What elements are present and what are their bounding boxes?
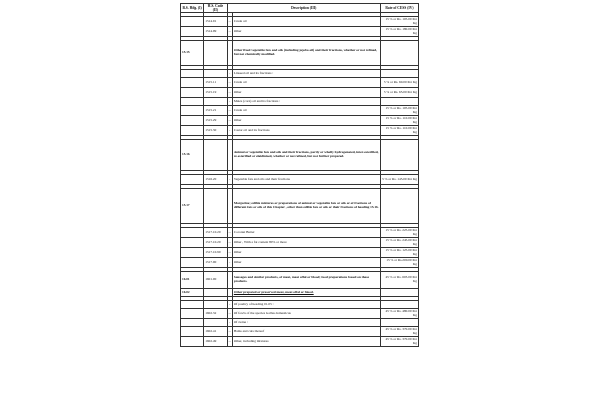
cess-rate: 5 % or Rs. 60.00 Per Kg bbox=[380, 78, 418, 88]
header-heading: B.S. Hdg. (I) bbox=[181, 4, 204, 13]
heading-number: 16.01 bbox=[181, 272, 204, 289]
tariff-page bbox=[180, 3, 419, 397]
description: Other bbox=[232, 248, 380, 258]
hs-code: 1514.99 bbox=[204, 27, 227, 37]
heading-number: 16.02 bbox=[181, 289, 204, 297]
hs-code: 1515.30 bbox=[204, 126, 227, 136]
description: Other bbox=[232, 116, 380, 126]
heading-row bbox=[181, 41, 419, 66]
heading-description: Margarine; edible mixtures or preparations of animal or vegetable fats or oils or of fractions of different fats or oils of this Chapter , other than edible fats or oils or their fractions of heading 15.16. bbox=[232, 189, 380, 224]
table-row: 1517.10.20 -- Coconut Butter 15 % or Rs. 225.00 Per Kg bbox=[181, 228, 419, 238]
table-row: 1515.19 -- Other 5 % or Rs. 65.00 Per Kg bbox=[181, 88, 419, 98]
heading-description: Other fixed vegetable fats and oils (including jojoba oil) and their fractions, whether or not refined, but not chemically modified. bbox=[232, 41, 380, 66]
header-description: Description (III) bbox=[227, 4, 380, 13]
table-row: 1514.99 -- Other 15 % or Rs. 180.00 Per Kg bbox=[181, 27, 419, 37]
description: Coconut Butter bbox=[232, 228, 380, 238]
cess-rate: 15 % or Rs. 105.00 Per Kg bbox=[380, 106, 418, 116]
description: Vegetable fats and oils and their fractions bbox=[232, 175, 380, 185]
hs-code: 1517.10.90 bbox=[204, 248, 227, 258]
description: Of fowls of the species Gallus domesticus bbox=[232, 309, 380, 319]
description: Of swine : bbox=[232, 319, 380, 327]
hs-code: 1515.29 bbox=[204, 116, 227, 126]
subheading-row: - Of poultry of heading 01.05 : bbox=[181, 301, 419, 309]
table-row: 1517.10.90 -- Other 15 % or Rs. 125.00 Per Kg bbox=[181, 248, 419, 258]
heading-row bbox=[181, 140, 419, 171]
cess-rate: 15 % or Rs. 125.00 Per Kg bbox=[380, 248, 418, 258]
table-row: 1514.91 -- Crude oil 15 % or Rs. 105.00 Per Kg bbox=[181, 17, 419, 27]
subheading-row: - Of swine : bbox=[181, 319, 419, 327]
cess-rate: 15 % or Rs. 225.00 Per Kg bbox=[380, 228, 418, 238]
table-row: 1517.10.20 -- Other , With a fat content 80% or more 15 % or Rs. 245.00 Per Kg bbox=[181, 238, 419, 248]
heading-description: Other prepared or preserved meat, meat offal or blood. bbox=[232, 289, 380, 297]
heading-description: Sausages and similar products, of meat, meat offal or blood; food preparations based on these products. bbox=[232, 272, 380, 289]
cess-rate: 45 % or Rs. 603.00 Per Kg bbox=[380, 272, 418, 289]
table-row: 1602.49 -- Other, including mixtures 45 % or Rs. 370.00 Per Kg bbox=[181, 337, 419, 347]
hs-code: 1517.10.20 bbox=[204, 228, 227, 238]
table-row: 1602.32 -- Of fowls of the species Gallus domesticus 45 % or Rs. 480.00 Per Kg bbox=[181, 309, 419, 319]
description: Linseed oil and its fractions : bbox=[232, 70, 380, 78]
table-row: 1517.90 - Other 15 % or Rs.200.00 Per Kg bbox=[181, 258, 419, 268]
hs-code: 1602.41 bbox=[204, 327, 227, 337]
cess-rate: 45 % or Rs. 370.00 Per Kg bbox=[380, 327, 418, 337]
table-row: 1602.41 -- Hams and cuts thereof 45 % or Rs. 370.00 Per Kg bbox=[181, 327, 419, 337]
cess-rate: 15 % or Rs. 245.00 Per Kg bbox=[380, 238, 418, 248]
hs-code: 1514.91 bbox=[204, 17, 227, 27]
cess-rate: 15 % or Rs. 110.00 Per Kg bbox=[380, 116, 418, 126]
description: Other bbox=[232, 88, 380, 98]
heading-number: 15.15 bbox=[181, 41, 204, 66]
heading-row bbox=[181, 289, 419, 297]
header-rate: Rate of CESS (IV) bbox=[380, 4, 418, 13]
heading-number: 15.16 bbox=[181, 140, 204, 171]
table-row: 1516.20 - Vegetable fats and oils and their fractions 5 % or Rs. 145.00 Per Kg bbox=[181, 175, 419, 185]
cess-rate: 15 % or Rs.200.00 Per Kg bbox=[380, 258, 418, 268]
cess-rate: 45 % or Rs. 480.00 Per Kg bbox=[380, 309, 418, 319]
hs-code: 1601.00 bbox=[204, 272, 227, 289]
description: Crude oil bbox=[232, 78, 380, 88]
cess-rate: 15 % or Rs. 105.00 Per Kg bbox=[380, 17, 418, 27]
description: Other bbox=[232, 27, 380, 37]
subheading-row: - Maize (corn) oil and its fractions : bbox=[181, 98, 419, 106]
table-header-row bbox=[181, 4, 419, 13]
hs-code: 1515.11 bbox=[204, 78, 227, 88]
hs-code: 1515.21 bbox=[204, 106, 227, 116]
description: Hams and cuts thereof bbox=[232, 327, 380, 337]
hs-code: 1515.19 bbox=[204, 88, 227, 98]
description: Other bbox=[232, 258, 380, 268]
description: Crude oil bbox=[232, 106, 380, 116]
hs-code: 1516.20 bbox=[204, 175, 227, 185]
description: Castor oil and its fractions bbox=[232, 126, 380, 136]
description: Other , With a fat content 80% or more bbox=[232, 238, 380, 248]
table-row: 1515.30 - Castor oil and its fractions 15 % or Rs. 110.00 Per Kg bbox=[181, 126, 419, 136]
hs-code: 1517.10.20 bbox=[204, 238, 227, 248]
table-row: 1515.11 -- Crude oil 5 % or Rs. 60.00 Per Kg bbox=[181, 78, 419, 88]
description: Of poultry of heading 01.05 : bbox=[232, 301, 380, 309]
description: Other, including mixtures bbox=[232, 337, 380, 347]
heading-number: 15.17 bbox=[181, 189, 204, 224]
hs-code: 1517.90 bbox=[204, 258, 227, 268]
cess-rate: 5 % or Rs. 145.00 Per Kg bbox=[380, 175, 418, 185]
hs-code: 1602.32 bbox=[204, 309, 227, 319]
description: Crude oil bbox=[232, 17, 380, 27]
cess-rate: 45 % or Rs. 370.00 Per Kg bbox=[380, 337, 418, 347]
cess-rate: 15 % or Rs. 180.00 Per Kg bbox=[380, 27, 418, 37]
header-hs-code: H.S. Code (II) bbox=[204, 4, 227, 13]
heading-row bbox=[181, 189, 419, 224]
heading-row bbox=[181, 272, 419, 289]
table-row: 1515.29 -- Other 15 % or Rs. 110.00 Per Kg bbox=[181, 116, 419, 126]
heading-description: Animal or vegetable fats and oils and their fractions, partly or wholly hydrogenated, inter-esterified, re-esterified or elaidinised, whether or not refined, but not further prepared. bbox=[232, 140, 380, 171]
table-row: 1515.21 -- Crude oil 15 % or Rs. 105.00 Per Kg bbox=[181, 106, 419, 116]
cess-rate: 5 % or Rs. 65.00 Per Kg bbox=[380, 88, 418, 98]
cess-rate: 15 % or Rs. 110.00 Per Kg bbox=[380, 126, 418, 136]
cess-rate-table bbox=[180, 3, 419, 347]
description: Maize (corn) oil and its fractions : bbox=[232, 98, 380, 106]
hs-code: 1602.49 bbox=[204, 337, 227, 347]
subheading-row: - Linseed oil and its fractions : bbox=[181, 70, 419, 78]
